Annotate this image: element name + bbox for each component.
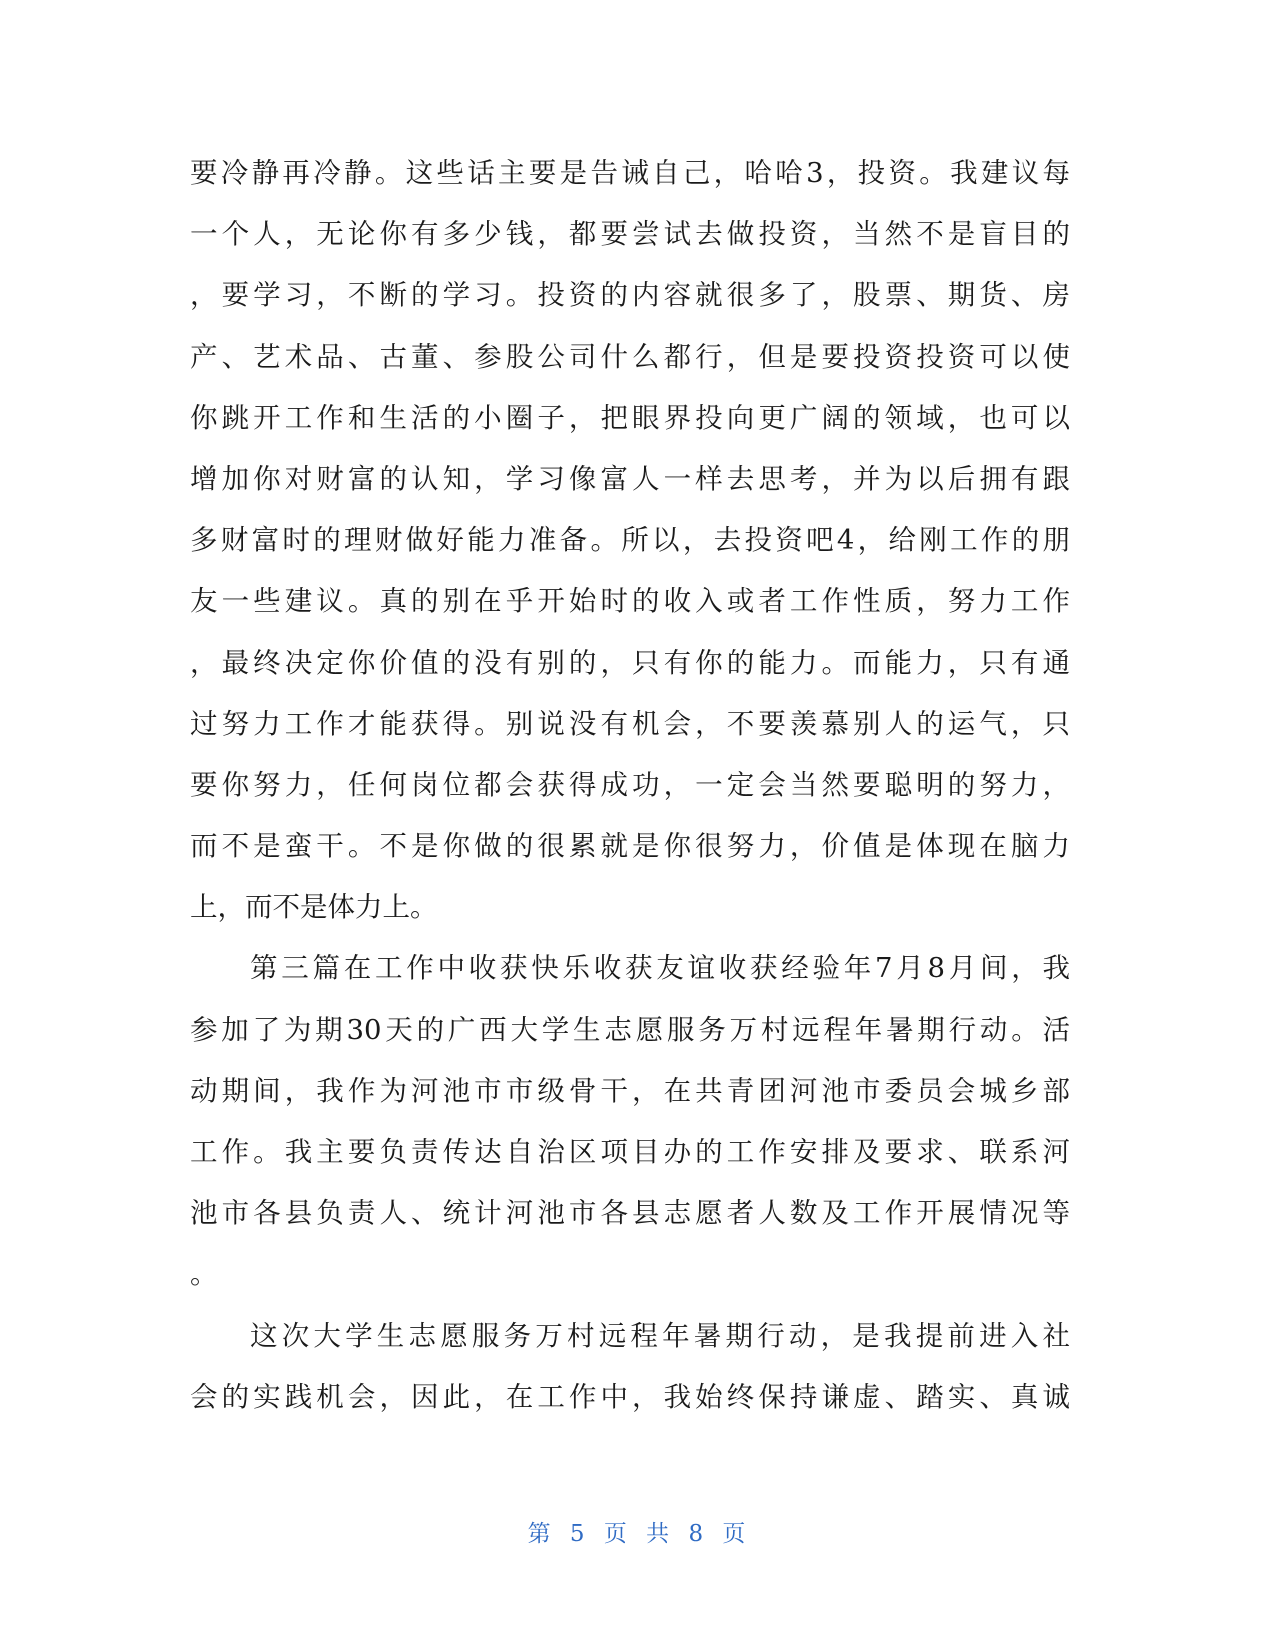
text-line: 要你努力，任何岗位都会获得成功，一定会当然要聪明的努力， — [190, 768, 1070, 801]
text-line: 过努力工作才能获得。别说没有机会，不要羡慕别人的运气，只 — [190, 707, 1070, 740]
text-line: 要冷静再冷静。这些话主要是告诫自己，哈哈3，投资。我建议每 — [190, 157, 1070, 189]
text-line: ，最终决定你价值的没有别的，只有你的能力。而能力，只有通 — [190, 646, 1070, 679]
footer-prefix: 第 — [527, 1521, 553, 1547]
text-line: 池市各县负责人、统计河池市各县志愿者人数及工作开展情况等 — [190, 1197, 1070, 1230]
paragraph-3 — [190, 1306, 1070, 1428]
paragraph-2 — [190, 938, 1070, 1305]
text-line: 工作。我主要负责传达自治区项目办的工作安排及要求、联系河 — [190, 1136, 1070, 1168]
text-line: 动期间，我作为河池市市级骨干，在共青团河池市委员会城乡部 — [190, 1074, 1070, 1107]
total-page-count: 8 — [688, 1521, 706, 1547]
footer-page-word: 页 — [603, 1521, 629, 1547]
text-line: 会的实践机会，因此，在工作中，我始终保持谦虚、踏实、真诚 — [190, 1380, 1070, 1413]
text-line: 参加了为期30天的广西大学生志愿服务万村远程年暑期行动。活 — [190, 1013, 1070, 1046]
current-page-number: 5 — [569, 1521, 587, 1547]
text-line: 这次大学生志愿服务万村远程年暑期行动，是我提前进入社 — [250, 1319, 1070, 1352]
footer-suffix: 页 — [722, 1521, 748, 1547]
body-text — [190, 143, 1070, 1428]
text-line: 多财富时的理财做好能力准备。所以，去投资吧4，给刚工作的朋 — [190, 524, 1070, 557]
text-line: ，要学习，不断的学习。投资的内容就很多了，股票、期货、房 — [190, 279, 1070, 312]
text-line: 友一些建议。真的别在乎开始时的收入或者工作性质，努力工作 — [190, 585, 1070, 618]
text-line: 你跳开工作和生活的小圈子，把眼界投向更广阔的领域，也可以 — [190, 401, 1070, 434]
text-line: 第三篇在工作中收获快乐收获友谊收获经验年7月8月间，我 — [250, 952, 1070, 985]
text-line: 。 — [190, 1258, 218, 1291]
text-line: 产、艺术品、古董、参股公司什么都行，但是要投资投资可以使 — [190, 340, 1070, 373]
text-line: 上，而不是体力上。 — [190, 891, 438, 924]
text-line: 增加你对财富的认知，学习像富人一样去思考，并为以后拥有跟 — [190, 462, 1070, 495]
text-line: 一个人，无论你有多少钱，都要尝试去做投资，当然不是盲目的 — [190, 218, 1070, 251]
page-number-footer — [0, 1515, 1275, 1548]
paragraph-1 — [190, 143, 1070, 938]
text-line: 而不是蛮干。不是你做的很累就是你很努力，价值是体现在脑力 — [190, 830, 1070, 863]
footer-total-prefix: 共 — [646, 1521, 672, 1547]
